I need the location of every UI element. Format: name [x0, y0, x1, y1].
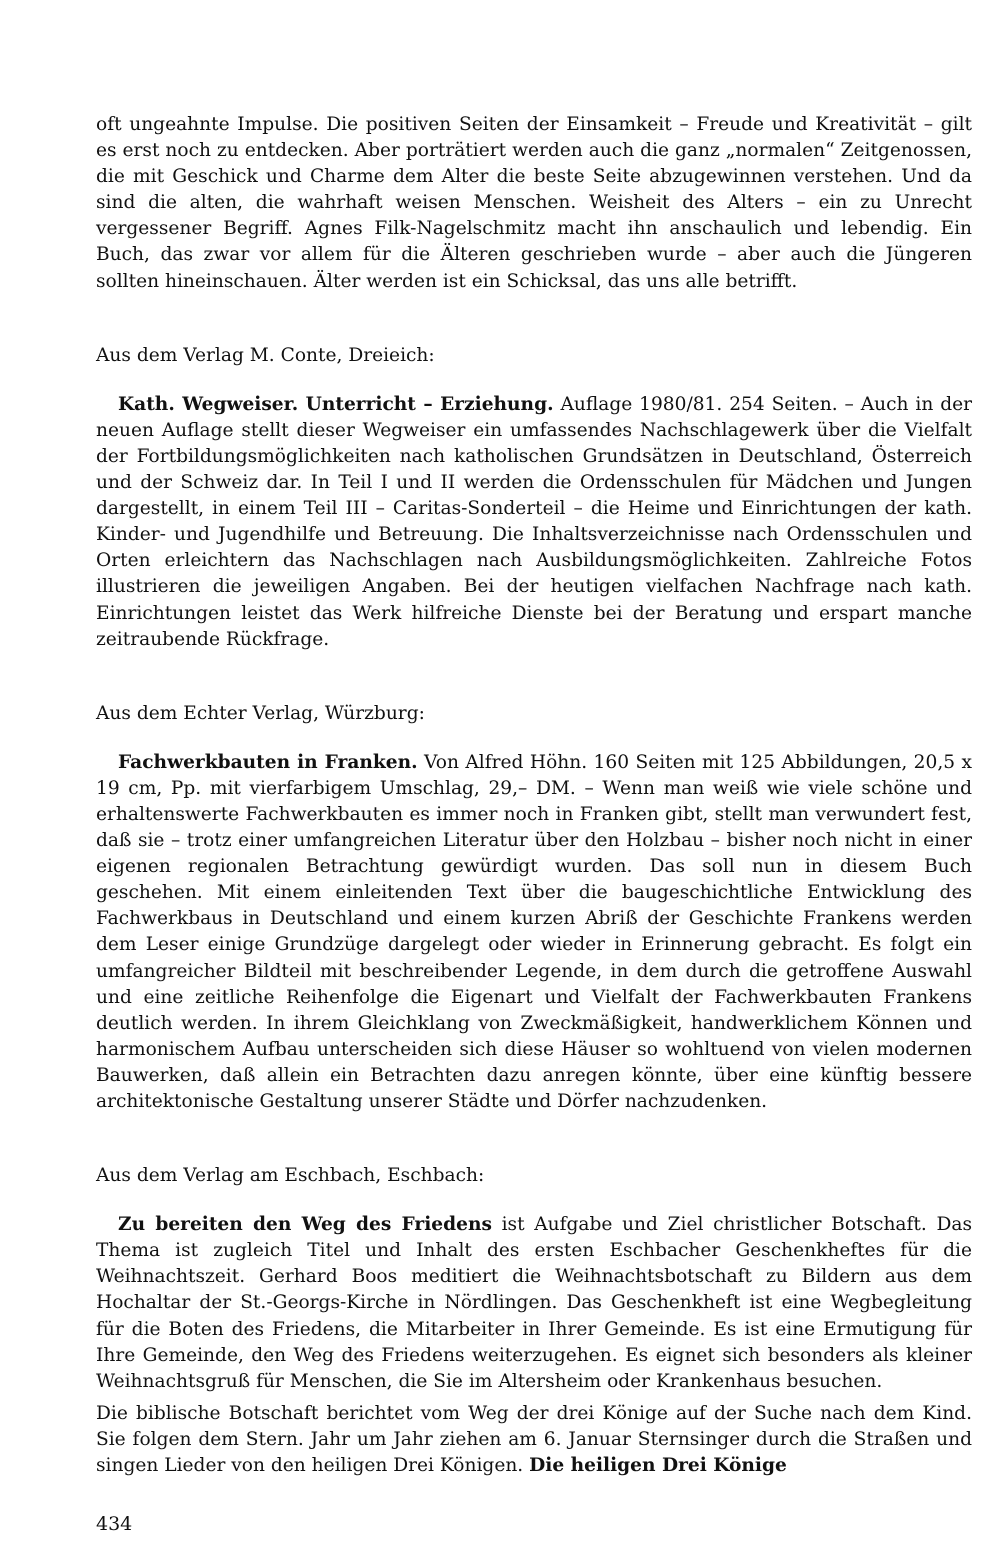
publisher-heading-eschbach: Aus dem Verlag am Eschbach, Eschbach:: [96, 1165, 485, 1187]
book-title-drei-koenige: Die heiligen Drei Könige: [529, 1455, 787, 1477]
section-spacer: [96, 369, 972, 392]
book-title-frieden: Zu bereiten den Weg des Friedens: [118, 1214, 492, 1236]
review-text-frieden: ist Aufgabe und Ziel christlicher Botschaft. Das Thema ist zugleich Titel und Inhalt des ersten Eschbacher Geschenkheftes für die Weihnachtszeit. Gerhard Boos meditiert die Weihnachtsbotschaft zu Bildern aus dem Hochaltar der St.-Georgs-Kirche in Nördlingen. Das Geschenkheft ist eine Wegbegleitung für die Boten des Friedens, die Mitarbeiter in Ihrer Gemeinde. Es ist eine Ermutigung für Ihre Gemeinde, den Weg des Friedens weiterzugehen. Es eignet sich besonders als kleiner Weihnachtsgruß für Menschen, die Sie im Altersheim oder Krankenhaus besuchen.: [96, 1214, 972, 1392]
publisher-heading-echter: Aus dem Echter Verlag, Würzburg:: [96, 702, 425, 724]
section-spacer: [96, 1189, 972, 1212]
review-paragraph-frieden: [96, 1212, 972, 1395]
review-paragraph-fachwerkbauten: [96, 750, 972, 1115]
book-title-fachwerkbauten: Fachwerkbauten in Franken.: [118, 751, 418, 773]
section-spacer: [96, 653, 972, 701]
section-spacer: [96, 295, 972, 343]
review-paragraph-drei-koenige: [96, 1401, 972, 1479]
review-text-drei-koenige: Die biblische Botschaft berichtet vom Weg der drei Könige auf der Suche nach dem Kind. Sie folgen dem Stern. Jahr um Jahr ziehen am 6. Januar Sternsinger durch die Straßen und singen Lieder von den heiligen Drei Königen.: [96, 1402, 972, 1477]
book-title-wegweiser: Kath. Wegweiser. Unterricht – Erziehung.: [118, 393, 554, 415]
document-page: [96, 112, 972, 1479]
section-spacer: [96, 1115, 972, 1163]
intro-paragraph: oft ungeahnte Impulse. Die positiven Seiten der Einsamkeit – Freude und Kreativität – gilt es erst noch zu entdecken. Aber porträtiert werden auch die ganz „normalen“ Zeitgenossen, die mit Geschick und Charme dem Alter die beste Seite abzugewinnen verstehen. Und da sind die alten, die wahrhaft weisen Menschen. Weisheit des Alters – ein zu Unrecht vergessener Begriff. Agnes Filk-Nagelschmitz macht ihn anschaulich und lebendig. Ein Buch, das zwar vor allem für die Älteren geschrieben wurde – aber auch die Jüngeren sollten hineinschauen. Älter werden ist ein Schicksal, das uns alle betrifft.: [96, 114, 972, 292]
section-spacer: [96, 727, 972, 750]
publisher-heading-conte: Aus dem Verlag M. Conte, Dreieich:: [96, 344, 435, 366]
page-number: 434: [96, 1513, 133, 1535]
review-text-wegweiser: Auflage 1980/81. 254 Seiten. – Auch in der neuen Auflage stellt dieser Wegweiser ein umfassendes Nachschlagewerk über die Vielfalt der Fortbildungsmöglichkeiten nach katholischen Grundsätzen in Deutschland, Österreich und der Schweiz dar. In Teil I und II werden die Ordensschulen für Mädchen und Jungen dargestellt, in einem Teil III – Caritas-Sonderteil – die Heime und Einrichtungen der kath. Kinder- und Jugendhilfe und Betreuung. Die Inhaltsverzeichnisse nach Ordensschulen und Orten erleichtern das Nachschlagen nach Ausbildungsmöglichkeiten. Zahlreiche Fotos illustrieren die jeweiligen Angaben. Bei der heutigen vielfachen Nachfrage nach kath. Einrichtungen leistet das Werk hilfreiche Dienste bei der Beratung und erspart manche zeitraubende Rückfrage.: [96, 393, 972, 650]
review-text-fachwerkbauten: Von Alfred Höhn. 160 Seiten mit 125 Abbildungen, 20,5 x 19 cm, Pp. mit vierfarbigem Umschlag, 29,– DM. – Wenn man weiß wie viele schöne und erhaltenswerte Fachwerkbauten es immer noch in Franken gibt, stellt man verwundert fest, daß sie – trotz einer umfangreichen Literatur über den Holzbau – bisher noch nicht in einer eigenen regionalen Betrachtung gewürdigt wurden. Das soll nun in diesem Buch geschehen. Mit einem einleitenden Text über die baugeschichtliche Entwicklung des Fachwerkbaus in Deutschland und einem kurzen Abriß der Geschichte Frankens werden dem Leser einige Grundzüge dargelegt oder wieder in Erinnerung gebracht. Es folgt ein umfangreicher Bildteil mit beschreibender Legende, in dem durch die getroffene Auswahl und eine zeitliche Reihenfolge die Eigenart und Vielfalt der Fachwerkbauten Frankens deutlich werden. In ihrem Gleichklang von Zweckmäßigkeit, handwerklichem Können und harmonischem Aufbau unterscheiden sich diese Häuser so wohltuend von vielen modernen Bauwerken, daß allein ein Betrachten dazu anregen könnte, über eine künftig bessere architektonische Gestaltung unserer Städte und Dörfer nachzudenken.: [96, 751, 972, 1112]
review-paragraph-wegweiser: [96, 392, 972, 653]
